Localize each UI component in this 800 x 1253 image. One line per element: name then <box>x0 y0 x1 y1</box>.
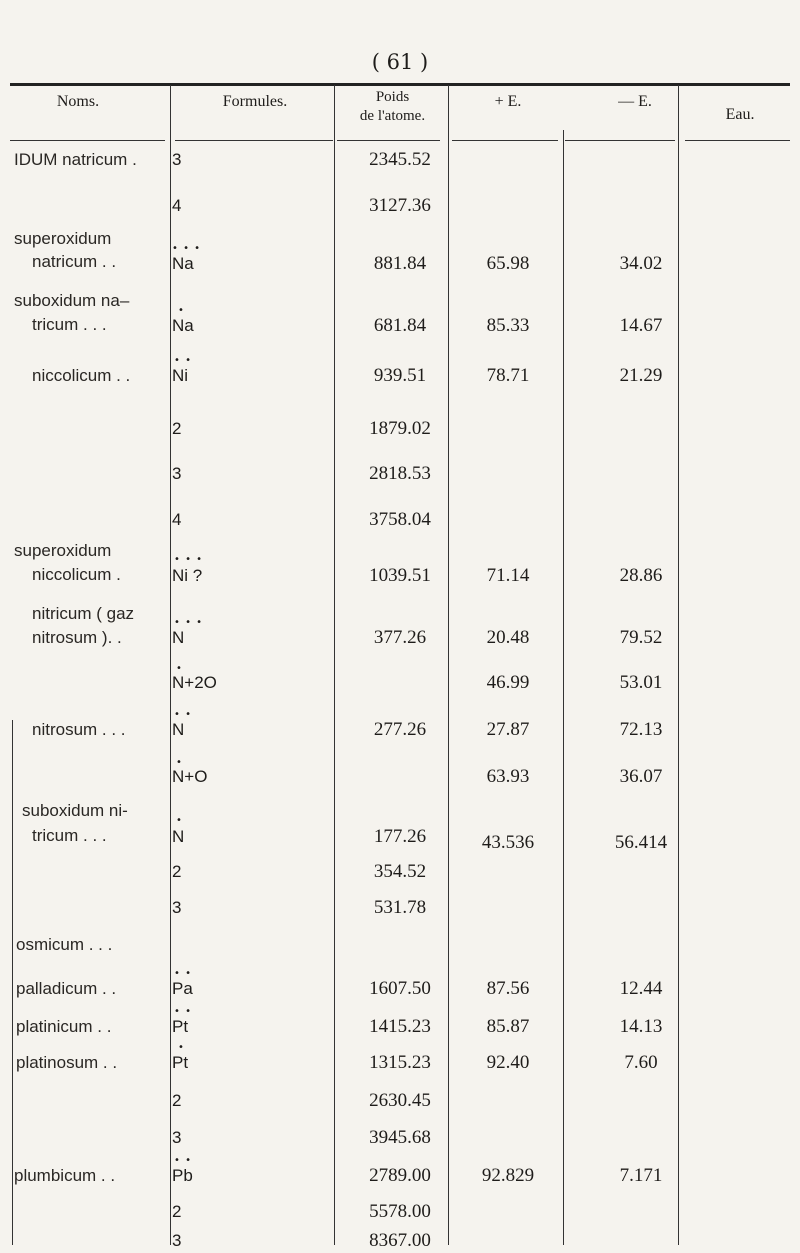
row-2-weight: 881.84 <box>373 253 427 274</box>
header-poids <box>335 88 450 126</box>
row-20-weight: 2630.45 <box>369 1090 431 1111</box>
row-10-minus-e: 53.01 <box>619 672 663 693</box>
row-20-formula: 2 <box>172 1091 182 1110</box>
row-18-name: platinicum . . <box>16 1017 112 1036</box>
header-noms: Noms. <box>56 93 100 110</box>
row-21-weight: 3945.68 <box>369 1127 431 1148</box>
row-17-name: palladicum . . <box>16 979 117 998</box>
row-19-weight: 1315.23 <box>369 1052 431 1073</box>
page-number: ( 61 ) <box>371 50 429 74</box>
row-3-plus-e: 85.33 <box>486 315 530 336</box>
row-14-weight: 354.52 <box>373 861 427 882</box>
row-15-formula: 3 <box>172 898 182 917</box>
row-8-plus-e: 71.14 <box>486 565 530 586</box>
row-22-formula-dots: • • <box>174 1155 192 1166</box>
row-13-name-line1: suboxidum ni- <box>22 801 128 820</box>
row-3-formula: Na <box>172 316 194 335</box>
row-10-formula-dots: • <box>176 663 183 674</box>
row-3-name-line1: suboxidum na– <box>14 291 130 310</box>
row-18-formula-dots: • • <box>174 1006 192 1017</box>
row-11-minus-e: 72.13 <box>619 719 663 740</box>
row-18-minus-e: 14.13 <box>619 1016 663 1037</box>
row-3-weight: 681.84 <box>373 315 427 336</box>
row-8-name-line2: niccolicum . <box>32 565 121 584</box>
row-8-formula: Ni ? <box>172 566 203 585</box>
row-22-formula: Pb <box>172 1166 193 1185</box>
row-3-formula-dots: • <box>178 305 185 316</box>
row-2-minus-e: 34.02 <box>619 253 663 274</box>
row-11-formula-dots: • • <box>174 709 192 720</box>
row-13-name-line2: tricum . . . <box>32 826 107 845</box>
row-19-plus-e: 92.40 <box>486 1052 530 1073</box>
row-18-plus-e: 85.87 <box>486 1016 530 1037</box>
row-8-minus-e: 28.86 <box>619 565 663 586</box>
row-19-formula-dots: • <box>178 1042 185 1053</box>
row-11-plus-e: 27.87 <box>486 719 530 740</box>
row-2-name-line2: natricum . . <box>32 252 117 271</box>
row-5-formula: 2 <box>172 419 182 438</box>
row-24-weight: 8367.00 <box>369 1230 431 1251</box>
row-16-name: osmicum . . . <box>16 935 113 954</box>
header-plus-e: + E. <box>494 93 522 110</box>
row-1-formula: 4 <box>172 196 182 215</box>
row-11-formula: N <box>172 720 185 739</box>
header-formules: Formules. <box>222 93 288 110</box>
row-9-formula: N <box>172 628 185 647</box>
header-separator-eau <box>685 140 790 141</box>
header-separator-poids <box>337 140 440 141</box>
row-9-plus-e: 20.48 <box>486 627 530 648</box>
header-eau: Eau. <box>725 106 755 123</box>
row-7-formula: 4 <box>172 510 182 529</box>
row-22-plus-e: 92.829 <box>481 1165 535 1186</box>
row-12-plus-e: 63.93 <box>486 766 530 787</box>
row-8-name-line1: superoxidum <box>14 541 112 560</box>
row-12-formula-dots: • <box>176 757 183 768</box>
column-rule-1 <box>170 85 171 1245</box>
top-rule <box>10 83 790 86</box>
row-17-formula-dots: • • <box>174 968 192 979</box>
row-6-formula: 3 <box>172 464 182 483</box>
header-minus-e: — E. <box>618 93 652 110</box>
row-7-weight: 3758.04 <box>369 509 431 530</box>
header-poids-line2: de l'atome. <box>359 108 426 124</box>
row-19-minus-e: 7.60 <box>624 1052 658 1073</box>
row-9-name-line1: nitricum ( gaz <box>32 604 135 623</box>
row-4-minus-e: 21.29 <box>619 365 663 386</box>
row-6-weight: 2818.53 <box>369 463 431 484</box>
row-17-plus-e: 87.56 <box>486 978 530 999</box>
row-17-formula: Pa <box>172 979 193 998</box>
row-4-formula-dots: • • <box>174 355 192 366</box>
column-rule-left <box>12 720 13 1245</box>
header-separator-noms <box>10 140 165 141</box>
row-22-minus-e: 7.171 <box>619 1165 663 1186</box>
row-18-formula: Pt <box>172 1017 189 1036</box>
header-poids-line1: Poids <box>375 89 410 105</box>
header-separator-plus-e <box>452 140 558 141</box>
row-13-minus-e: 56.414 <box>614 832 668 853</box>
row-22-weight: 2789.00 <box>369 1165 431 1186</box>
row-21-formula: 3 <box>172 1128 182 1147</box>
row-8-formula-dots: • • • <box>174 554 204 565</box>
row-11-weight: 277.26 <box>373 719 427 740</box>
row-14-formula: 2 <box>172 862 182 881</box>
row-2-formula-dots: • • • <box>172 243 202 254</box>
row-13-formula: N <box>172 827 185 846</box>
row-10-formula: N+2O <box>172 673 217 692</box>
row-9-minus-e: 79.52 <box>619 627 663 648</box>
row-2-name-line1: superoxidum <box>14 229 112 248</box>
row-15-weight: 531.78 <box>373 897 427 918</box>
row-23-formula: 2 <box>172 1202 182 1221</box>
row-0-formula: 3 <box>172 150 182 169</box>
row-17-minus-e: 12.44 <box>619 978 663 999</box>
row-1-weight: 3127.36 <box>369 195 431 216</box>
row-19-name: platinosum . . <box>16 1053 118 1072</box>
row-3-name-line2: tricum . . . <box>32 315 107 334</box>
row-13-formula-dots: • <box>176 815 183 826</box>
row-22-name: plumbicum . . <box>14 1166 116 1185</box>
row-8-weight: 1039.51 <box>369 565 431 586</box>
row-13-weight: 177.26 <box>373 826 427 847</box>
row-2-plus-e: 65.98 <box>486 253 530 274</box>
row-3-minus-e: 14.67 <box>619 315 663 336</box>
row-9-name-line2: nitrosum ). . <box>32 628 122 647</box>
row-2-formula: Na <box>172 254 194 273</box>
row-13-plus-e: 43.536 <box>481 832 535 853</box>
row-12-minus-e: 36.07 <box>619 766 663 787</box>
row-0-weight: 2345.52 <box>369 149 431 170</box>
header-separator-minus-e <box>565 140 675 141</box>
row-4-formula: Ni <box>172 366 189 385</box>
row-9-formula-dots: • • • <box>174 617 204 628</box>
row-10-plus-e: 46.99 <box>486 672 530 693</box>
row-4-weight: 939.51 <box>373 365 427 386</box>
row-11-name: nitrosum . . . <box>32 720 126 739</box>
row-12-formula: N+O <box>172 767 208 786</box>
header-separator-formules <box>175 140 333 141</box>
row-5-weight: 1879.02 <box>369 418 431 439</box>
row-19-formula: Pt <box>172 1053 189 1072</box>
row-17-weight: 1607.50 <box>369 978 431 999</box>
row-24-formula: 3 <box>172 1231 182 1250</box>
row-18-weight: 1415.23 <box>369 1016 431 1037</box>
row-4-name: niccolicum . . <box>32 366 131 385</box>
row-23-weight: 5578.00 <box>369 1201 431 1222</box>
row-0-name: IDUM natricum . <box>14 150 137 169</box>
row-4-plus-e: 78.71 <box>486 365 530 386</box>
row-9-weight: 377.26 <box>373 627 427 648</box>
